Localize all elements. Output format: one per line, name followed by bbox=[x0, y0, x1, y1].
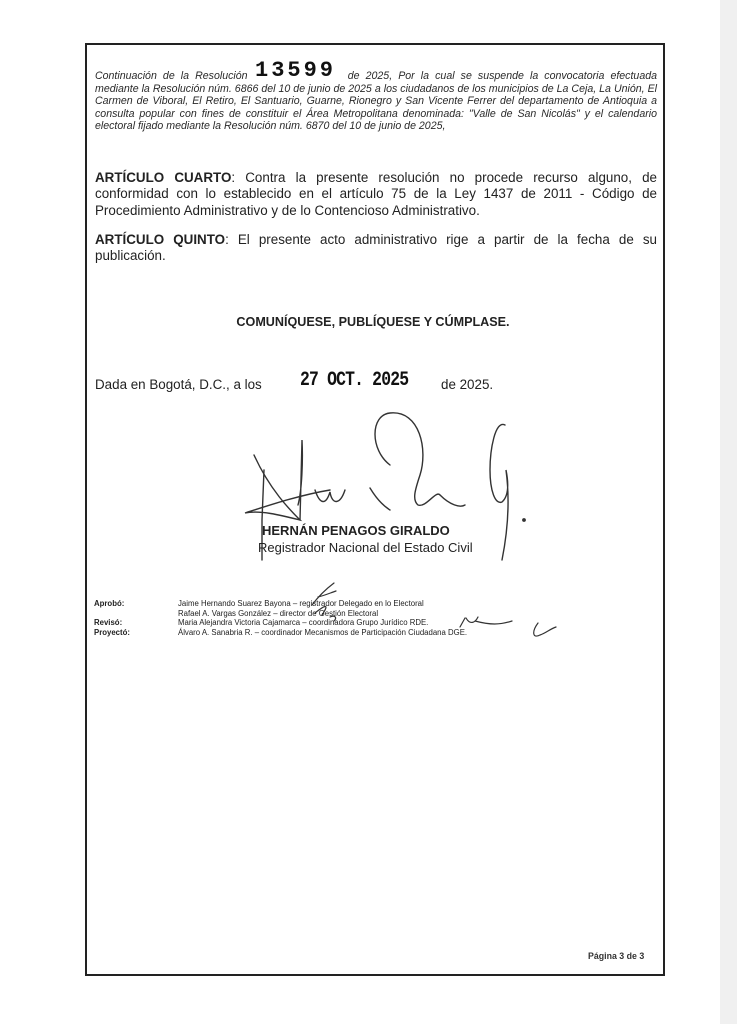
article-title: ARTÍCULO QUINTO bbox=[95, 232, 226, 247]
resolution-number-stamp: 13599 bbox=[255, 58, 337, 83]
credit-label bbox=[94, 609, 178, 619]
article-cuarto bbox=[95, 170, 657, 219]
signer-name: HERNÁN PENAGOS GIRALDO bbox=[262, 523, 450, 538]
viewer-margin bbox=[720, 0, 737, 1024]
article-body: : Contra la presente resolución no procede recurso alguno, de conformidad con lo establecido en el artículo 75 de la Ley 1437 de 2011 - Código de Procedimiento Administrativo y de lo Contencioso Administrativo. bbox=[95, 170, 657, 218]
page-number: Página 3 de 3 bbox=[588, 951, 645, 961]
closing-formula: COMUNÍQUESE, PUBLÍQUESE Y CÚMPLASE. bbox=[236, 315, 510, 329]
credit-value: Maria Alejandra Victoria Cajamarca – coordinadora Grupo Jurídico RDE. bbox=[178, 618, 429, 628]
credit-label: Aprobó: bbox=[94, 599, 125, 608]
article-title: ARTÍCULO CUARTO bbox=[95, 170, 232, 185]
credit-value: Jaime Hernando Suarez Bayona – registrador Delegado en lo Electoral bbox=[178, 599, 424, 608]
initials-icon bbox=[300, 575, 560, 645]
credit-value: Rafael A. Vargas González – director de Gestión Electoral bbox=[178, 608, 379, 618]
given-in-text: Dada en Bogotá, D.C., a los bbox=[95, 377, 262, 392]
article-body: : El presente acto administrativo rige a partir de la fecha de su publicación. bbox=[95, 232, 657, 264]
signer-title: Registrador Nacional del Estado Civil bbox=[258, 540, 473, 555]
article-quinto bbox=[95, 232, 657, 265]
credit-label: Revisó: bbox=[94, 618, 123, 628]
year-suffix: de 2025. bbox=[441, 377, 494, 392]
header-paragraph bbox=[95, 70, 657, 133]
date-stamp: 27 OCT. 2025 bbox=[300, 369, 409, 392]
header-prefix: Continuación de la Resolución bbox=[95, 70, 248, 82]
credit-value: Álvaro A. Sanabria R. – coordinador Mecanismos de Participación Ciudadana DGE. bbox=[178, 627, 468, 637]
credit-label: Proyectó: bbox=[94, 627, 130, 637]
header-text: de 2025, Por la cual se suspende la convocatoria efectuada mediante la Resolución núm. 6866 del 10 de junio de 2025 a los ciudadanos de los municipios de La Ceja, La Unión, El Carmen de Viboral, El Retiro, El Santuario, Guarne, Rionegro y San Vicente Ferrer del departamento de Antioquia a consulta popular con fines de constituir el Área Metropolitana denominada: "Valle de San Nicolás" y el calendario electoral fijado mediante la Resolución núm. 6870 del 10 de junio de 2025, bbox=[95, 70, 657, 133]
